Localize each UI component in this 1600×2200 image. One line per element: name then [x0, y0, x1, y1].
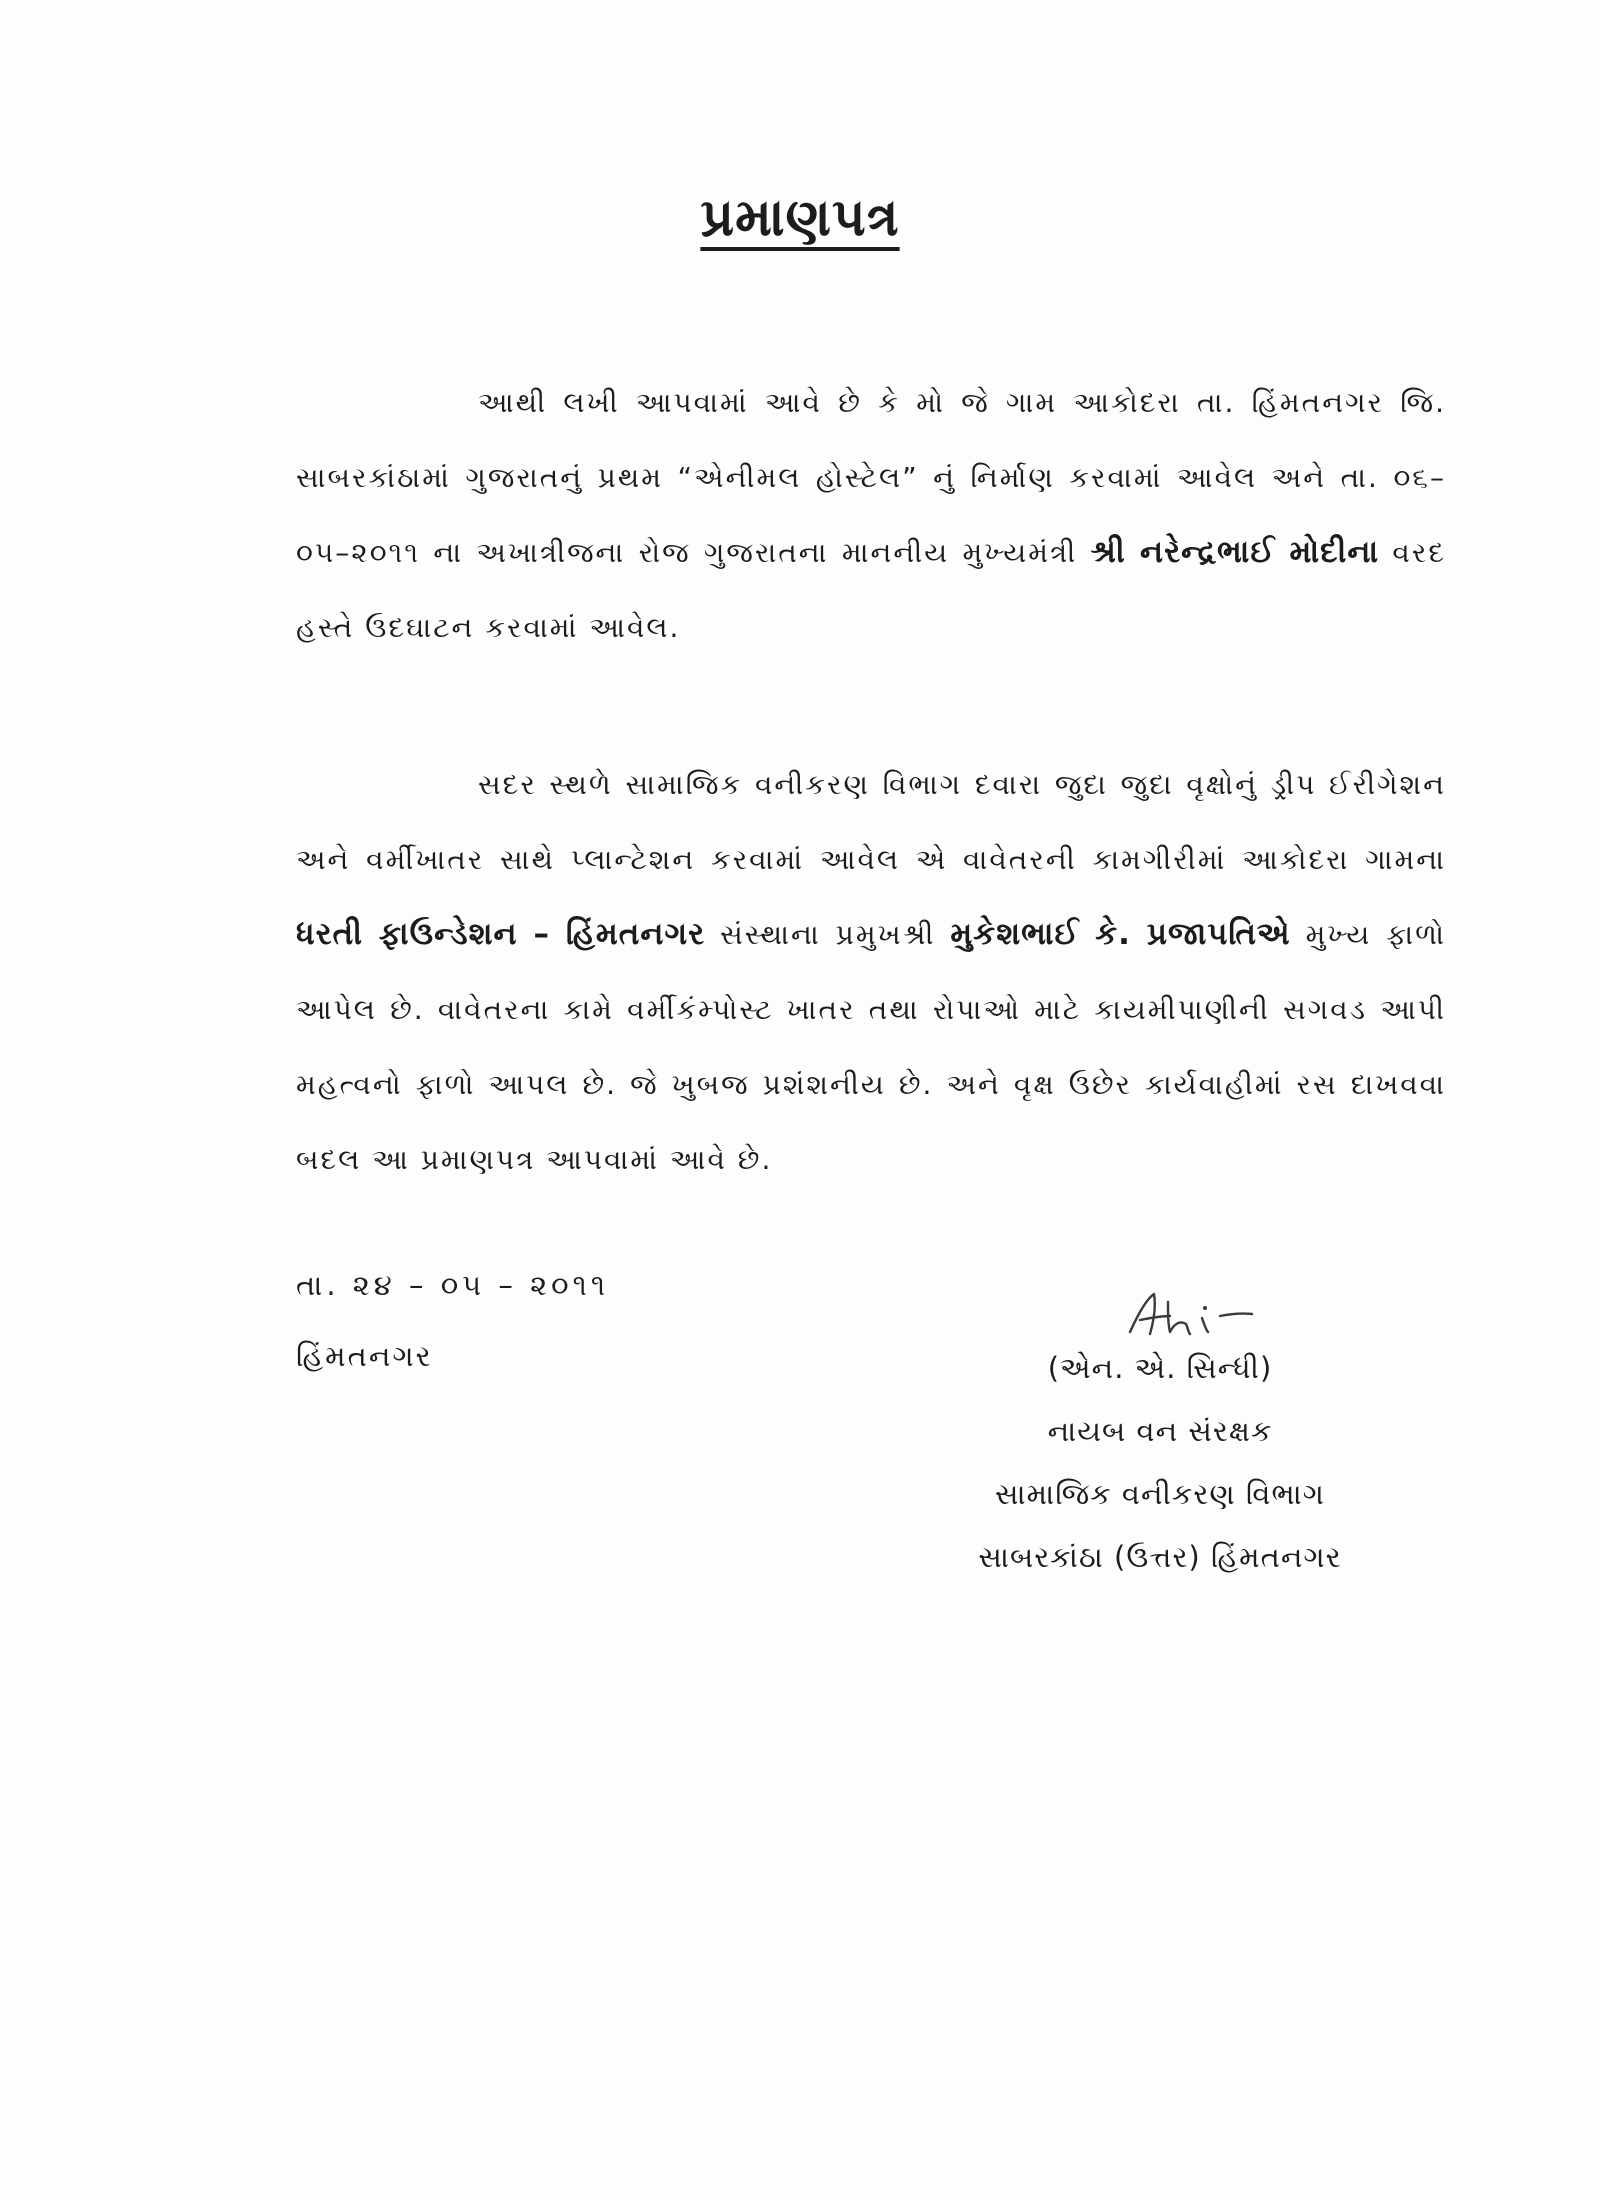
paragraph2-text-c: મુખ્ય ફાળો આપેલ છે. વાવેતરના કામે વર્મીકંમ્પોસ્ટ ખાતર તથા રોપાઓ માટે કાયમીપાણીની સગવડ આપી મહત્વનો ફાળો આપલ છે. જે ખુબજ પ્રશંશનીય છે. અને વૃક્ષ ઉછેર કાર્યવાહીમાં રસ દાખવવા બદલ આ પ્રમાણપત્ર આપવામાં આવે છે. — [296, 918, 1446, 1176]
paragraph2-text-a: સદર સ્થળે સામાજિક વનીકરણ વિભાગ દવારા જુદા જુદા વૃક્ષોનું ડ્રીપ ઈરીગેશન અને વર્મીખાતર સાથે પ્લાન્ટેશન કરવામાં આવેલ એ વાવેતરની કામગીરીમાં આકોદરા ગામના — [296, 768, 1446, 876]
foundation-name: ધરતી ફાઉન્ડેશન – હિંમતનગર — [296, 916, 706, 952]
paragraph1-text-a: આથી લખી આપવામાં આવે છે કે મો જે ગામ આકોદરા તા. હિંમતનગર જિ. સાબરકાંઠામાં ગુજરાતનું પ્રથમ “એનીમલ હોસ્ટેલ” નું નિર્માણ કરવામાં આવેલ અને તા. ૦૬–૦૫–૨૦૧૧ ના અખાત્રીજના રોજ ગુજરાતના માનનીય મુખ્યમંત્રી — [296, 386, 1446, 569]
signatory-office: સાબરકાંઠા (ઉત્તર) હિંમતનગર — [978, 1540, 1342, 1574]
chief-minister-name: શ્રી નરેન્દ્રભાઈ મોદીના — [1090, 534, 1380, 570]
issue-place: હિંમતનગર — [296, 1339, 433, 1373]
document-title — [0, 188, 1600, 249]
paragraph1-text-b: વરદ હસ્તે ઉદઘાટન કરવામાં આવેલ. — [296, 536, 1446, 644]
signatory-department: સામાજિક વનીકરણ વિભાગ — [995, 1477, 1325, 1511]
signatory-block — [940, 1337, 1380, 1589]
paragraph2-text-b: સંસ્થાના પ્રમુખશ્રી — [705, 918, 951, 951]
paragraph-inauguration — [296, 365, 1446, 665]
president-name: મુકેશભાઈ કે. પ્રજાપતિએ — [950, 916, 1291, 952]
title-text: પ્રમાણપત્ર — [700, 188, 900, 248]
signatory-designation: નાયબ વન સંરક્ષક — [1047, 1414, 1273, 1448]
paragraph-plantation — [296, 747, 1446, 1197]
issue-date: તા. ૨૪ – ૦૫ – ૨૦૧૧ — [296, 1268, 610, 1302]
signatory-name: (એન. એ. સિન્ધી) — [1047, 1351, 1273, 1385]
